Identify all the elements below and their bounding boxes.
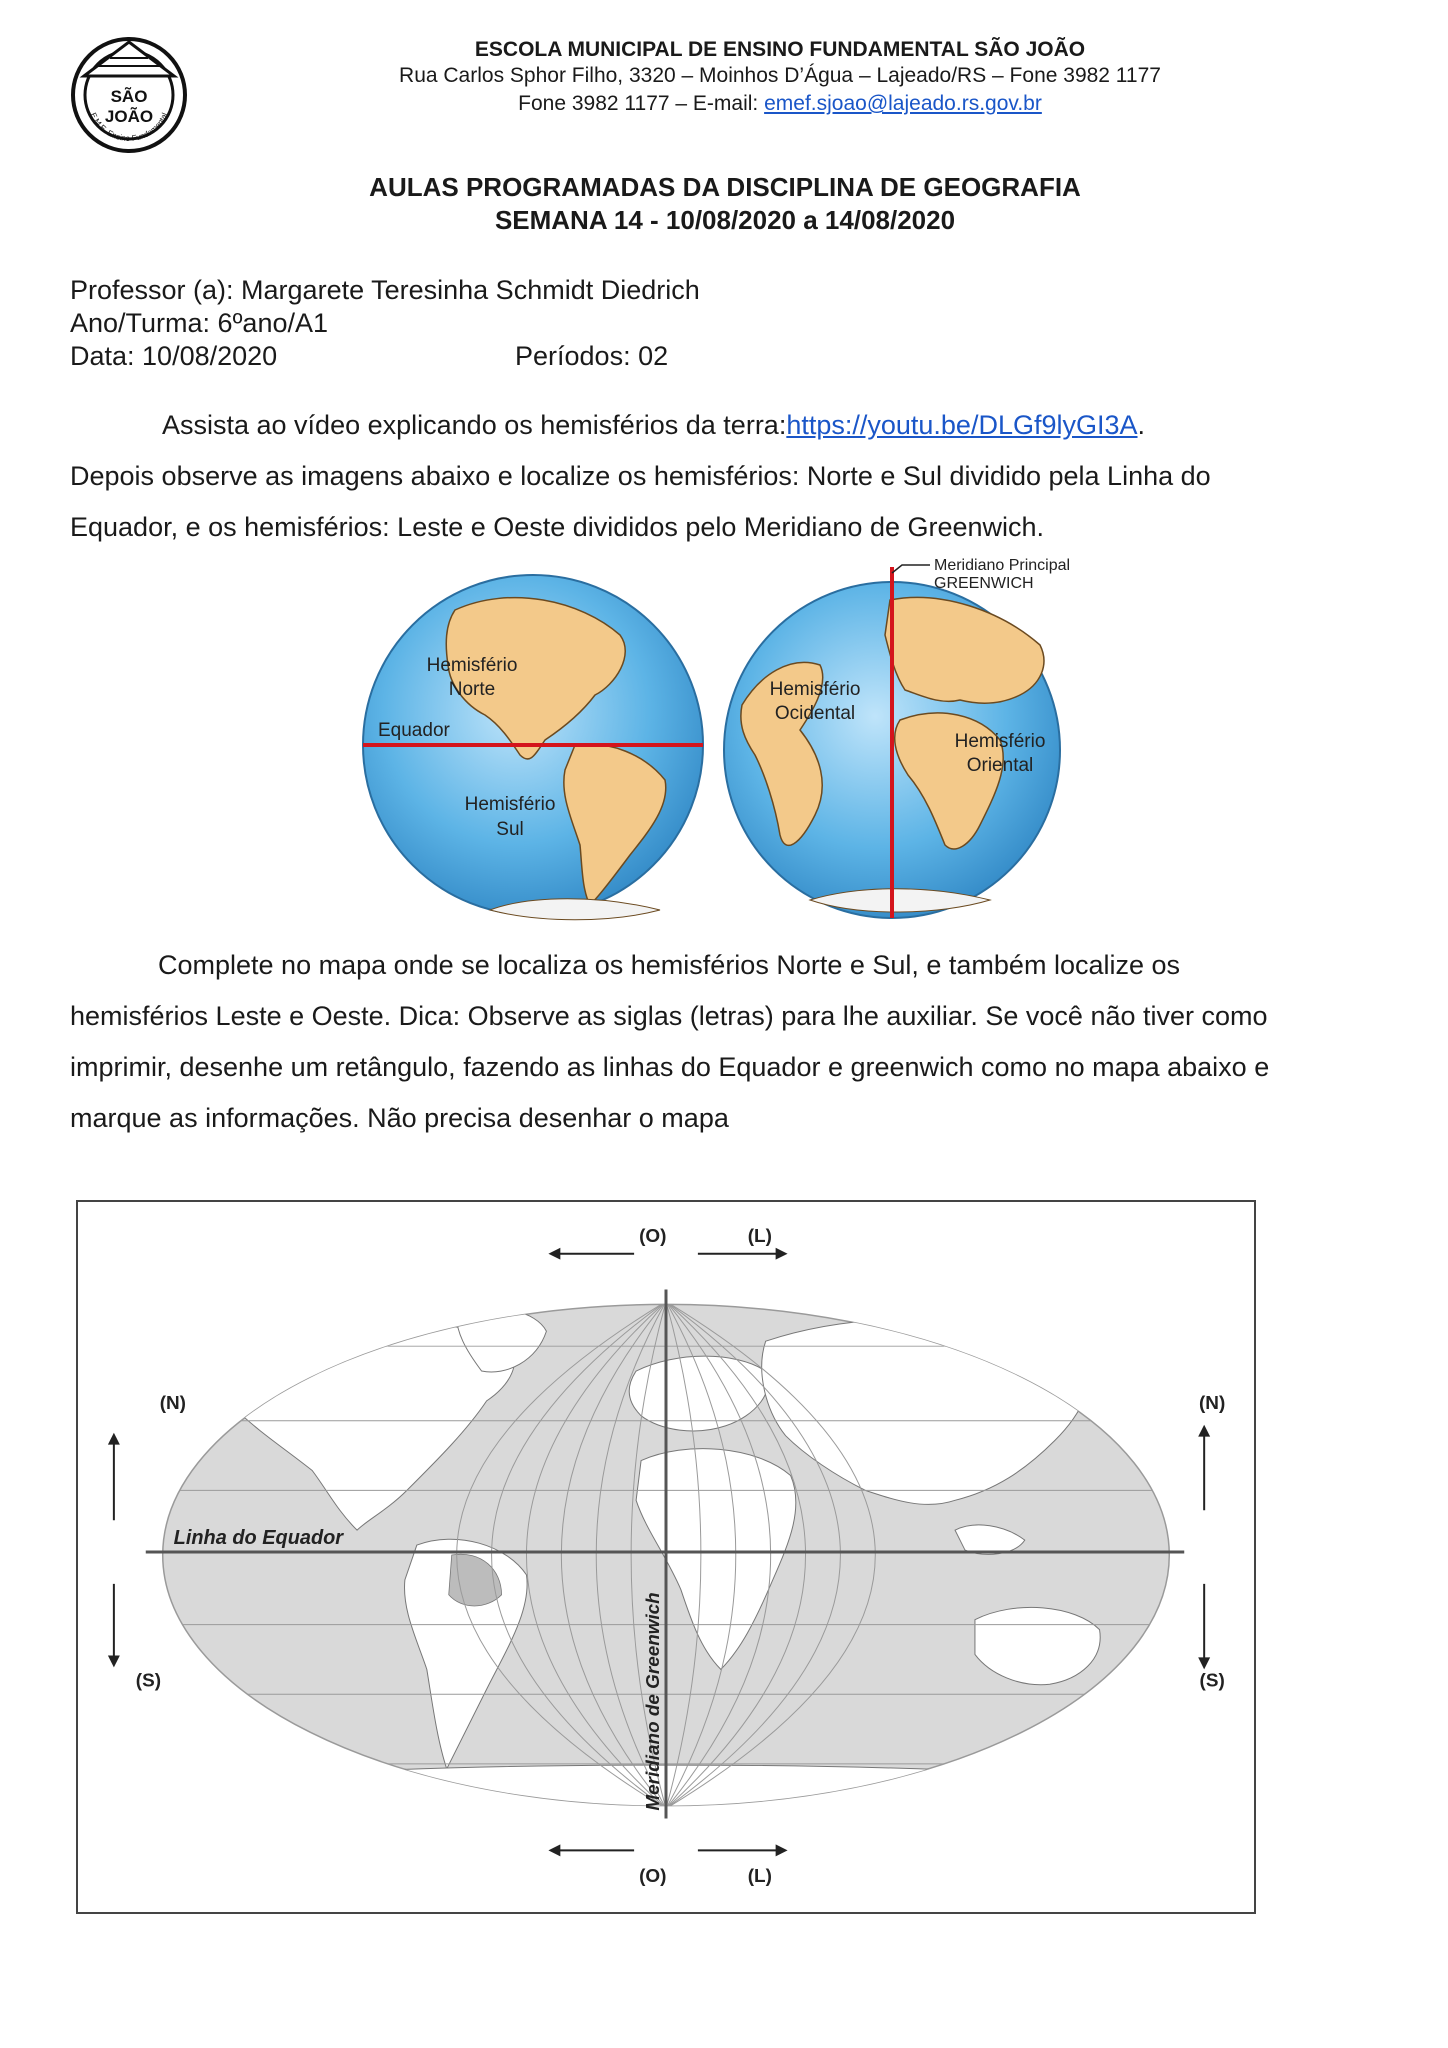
globe-label-meridian-2: GREENWICH <box>934 575 1034 592</box>
instructions-line-3: imprimir, desenhe um retângulo, fazendo as linhas do Equador e greenwich como no mapa abaixo e <box>70 1052 1270 1082</box>
left-globe <box>363 575 703 920</box>
logo-text-bottom: JOÃO <box>104 107 154 126</box>
date-line: Data: 10/08/2020 <box>70 341 278 371</box>
professor-line: Professor (a): Margarete Teresinha Schmidt Diedrich <box>70 275 700 305</box>
right-globe <box>724 557 1070 918</box>
map-left-south-label: (S) <box>135 1670 162 1692</box>
instructions-line-4: marque as informações. Não precisa desenhar o mapa <box>70 1103 729 1133</box>
globe-label-equator: Equador <box>378 720 450 741</box>
contact-prefix: Fone 3982 1177 – E-mail: <box>518 92 765 115</box>
page-subtitle: SEMANA 14 - 10/08/2020 a 14/08/2020 <box>494 205 956 235</box>
world-map-exercise <box>76 1200 1256 1914</box>
map-top-west-label: (O) <box>639 1225 667 1247</box>
globe-label-meridian-1: Meridiano Principal <box>934 557 1071 574</box>
globe-label-north-2: Norte <box>448 679 496 700</box>
globe-label-west-1: Hemisfério <box>769 679 861 700</box>
globe-label-south-1: Hemisfério <box>464 794 556 815</box>
instructions-line-2: hemisférios Leste e Oeste. Dica: Observe as siglas (letras) para lhe auxiliar. Se você não tiver como <box>70 1001 1268 1031</box>
school-address: Rua Carlos Sphor Filho, 3320 – Moinhos D’Água – Lajeado/RS – Fone 3982 1177 <box>399 64 1161 87</box>
hemispheres-globes-figure <box>360 555 1100 925</box>
map-right-north-label: (N) <box>1199 1392 1226 1414</box>
intro-line-3: Equador, e os hemisférios: Leste e Oeste divididos pelo Meridiano de Greenwich. <box>70 512 1045 542</box>
school-name: ESCOLA MUNICIPAL DE ENSINO FUNDAMENTAL SÃO JOÃO <box>474 38 1086 61</box>
map-equator-label: Linha do Equador <box>173 1527 344 1550</box>
globe-label-north-1: Hemisfério <box>426 655 518 676</box>
intro-line-1 <box>70 400 1390 451</box>
school-contact <box>300 92 1260 116</box>
intro-line-2: Depois observe as imagens abaixo e localize os hemisférios: Norte e Sul dividido pela Linha do <box>70 461 1211 491</box>
map-left-north-label: (N) <box>159 1392 187 1414</box>
globe-label-south-2: Sul <box>496 819 524 840</box>
instructions-paragraph <box>70 940 1390 1144</box>
globe-label-west-2: Ocidental <box>774 703 856 724</box>
map-top-east-label: (L) <box>747 1225 772 1247</box>
map-bottom-east-label: (L) <box>747 1866 772 1888</box>
turma-line: Ano/Turma: 6ºano/A1 <box>70 308 329 338</box>
map-right-south-label: (S) <box>1199 1670 1225 1692</box>
instructions-line-1: Complete no mapa onde se localiza os hemisférios Norte e Sul, e também localize os <box>158 950 1181 980</box>
school-logo <box>70 36 188 154</box>
email-link[interactable]: emef.sjoao@lajeado.rs.gov.br <box>764 92 1042 115</box>
globe-label-east-1: Hemisfério <box>954 731 1046 752</box>
video-link[interactable]: https://youtu.be/DLGf9lyGI3A <box>786 410 1138 440</box>
logo-ring-text: E.M.E. Ensino Fundamental <box>88 111 170 144</box>
intro-text: Assista ao vídeo explicando os hemisférios da terra: <box>162 410 787 440</box>
intro-period: . <box>1137 410 1146 440</box>
globe-label-east-2: Oriental <box>966 755 1034 776</box>
intro-paragraph <box>70 400 1390 553</box>
page-title: AULAS PROGRAMADAS DA DISCIPLINA DE GEOGRAFIA <box>369 172 1081 202</box>
logo-text-top: SÃO <box>110 87 148 106</box>
periods-line: Períodos: 02 <box>515 341 669 371</box>
map-greenwich-label: Meridiano de Greenwich <box>643 1592 665 1811</box>
map-bottom-west-label: (O) <box>639 1866 667 1888</box>
